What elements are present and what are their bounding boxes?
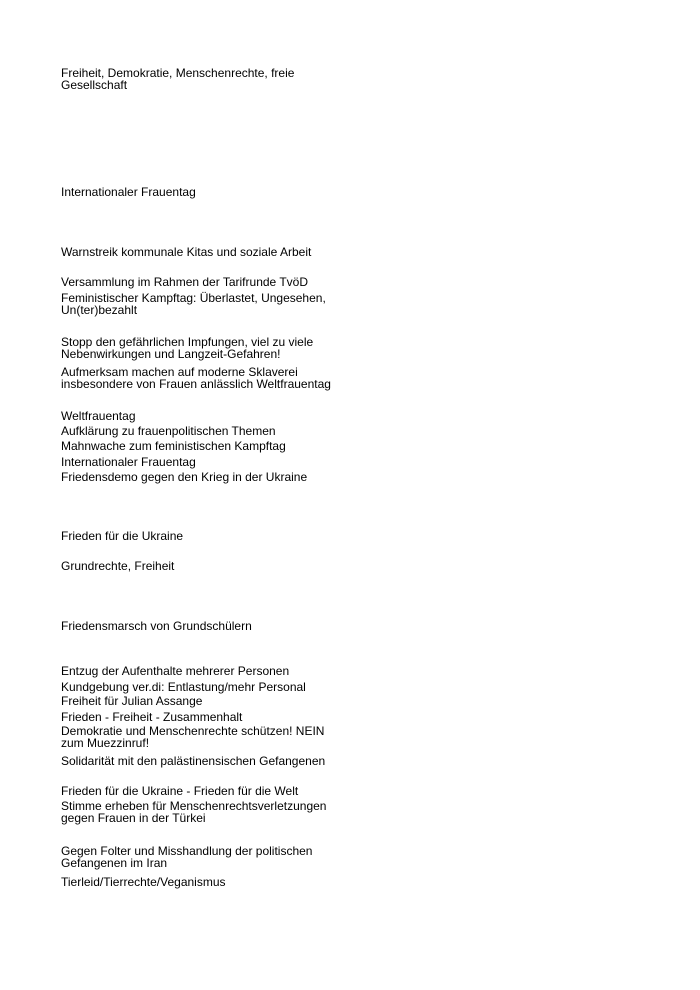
- entry-5: Feministischer Kampftag: Überlastet, Ungesehen, Un(ter)bezahlt: [61, 291, 326, 317]
- entry-23: Stimme erheben für Menschenrechtsverletzungen gegen Frauen in der Türkei: [61, 799, 327, 825]
- entry-25: Tierleid/Tierrechte/Veganismus: [61, 875, 226, 889]
- entry-10: Mahnwache zum feministischen Kampftag: [61, 439, 286, 453]
- entry-20: Demokratie und Menschenrechte schützen! NEIN zum Muezzinruf!: [61, 724, 325, 750]
- entry-7: Aufmerksam machen auf moderne Sklaverei insbesondere von Frauen anlässlich Weltfrauentag: [61, 365, 331, 391]
- entry-8: Weltfrauentag: [61, 409, 136, 423]
- entry-24: Gegen Folter und Misshandlung der politischen Gefangenen im Iran: [61, 844, 313, 870]
- entry-1: Freiheit, Demokratie, Menschenrechte, freie Gesellschaft: [61, 66, 295, 92]
- entry-9: Aufklärung zu frauenpolitischen Themen: [61, 424, 276, 438]
- entry-16: Entzug der Aufenthalte mehrerer Personen: [61, 664, 290, 678]
- entry-15: Friedensmarsch von Grundschülern: [61, 619, 252, 633]
- entry-3: Warnstreik kommunale Kitas und soziale Arbeit: [61, 245, 312, 259]
- entry-6: Stopp den gefährlichen Impfungen, viel zu viele Nebenwirkungen und Langzeit-Gefahren!: [61, 335, 314, 361]
- entry-19: Frieden - Freiheit - Zusammenhalt: [61, 710, 243, 724]
- entry-12: Friedensdemo gegen den Krieg in der Ukraine: [61, 470, 308, 484]
- entry-14: Grundrechte, Freiheit: [61, 559, 175, 573]
- entry-22: Frieden für die Ukraine - Frieden für die Welt: [61, 784, 299, 798]
- entry-18: Freiheit für Julian Assange: [61, 694, 203, 708]
- entry-17: Kundgebung ver.di: Entlastung/mehr Personal: [61, 680, 306, 694]
- entry-4: Versammlung im Rahmen der Tarifrunde TvöD: [61, 275, 308, 289]
- entry-11: Internationaler Frauentag: [61, 455, 196, 469]
- entry-21: Solidarität mit den palästinensischen Gefangenen: [61, 754, 326, 768]
- entry-13: Frieden für die Ukraine: [61, 529, 184, 543]
- entry-2: Internationaler Frauentag: [61, 185, 196, 199]
